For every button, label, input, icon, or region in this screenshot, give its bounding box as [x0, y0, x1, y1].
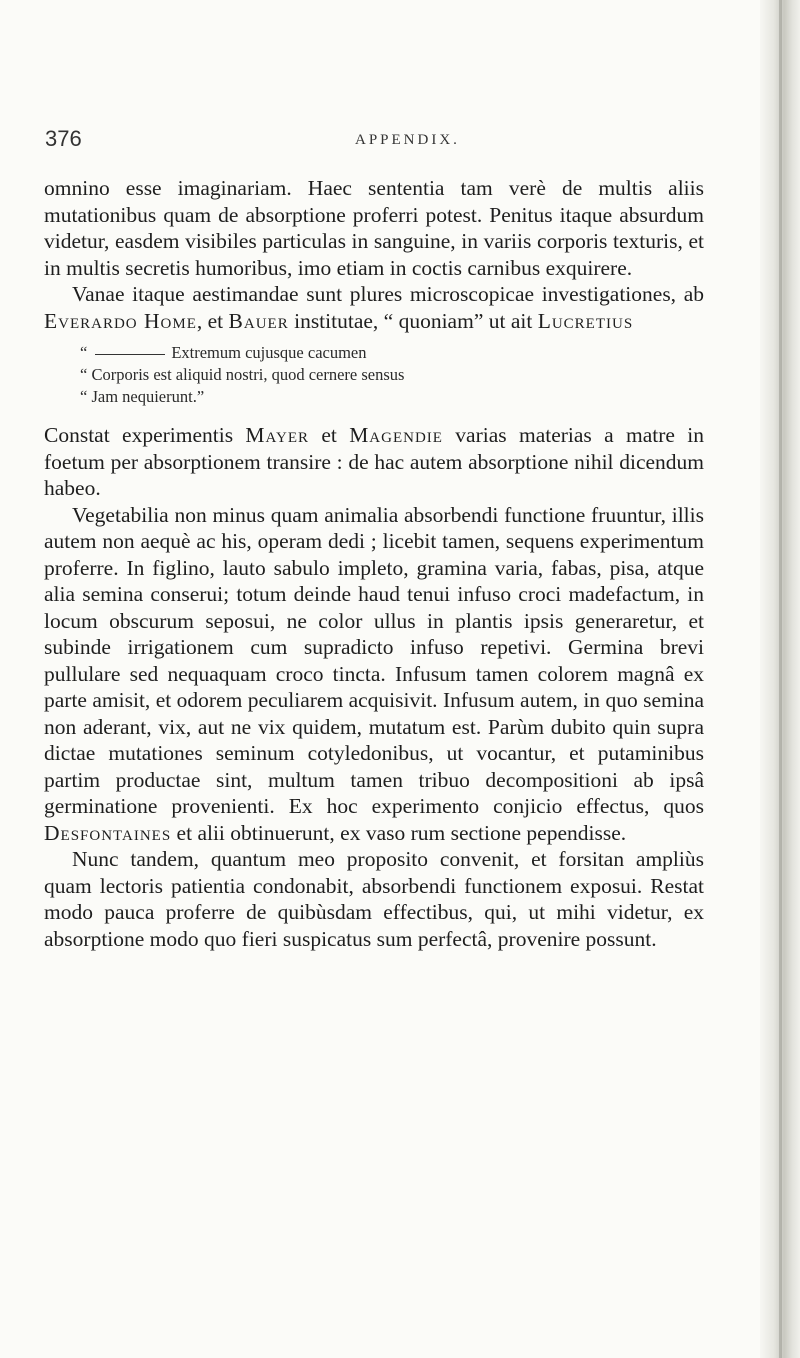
paragraph-3	[44, 422, 704, 502]
author-name-magendie: Magendie	[349, 423, 443, 447]
author-name-bauer: Bauer	[228, 308, 289, 333]
page-header	[45, 126, 705, 156]
verse-line-3: “ Jam nequierunt.”	[80, 387, 205, 406]
verse-line-2: “ Corporis est aliquid nostri, quod cernere sensus	[80, 365, 405, 384]
author-name-lucretius: Lucretius	[537, 308, 634, 333]
paragraph-3-text-a: Constat experimentis	[44, 423, 246, 447]
gutter-line	[779, 0, 782, 1358]
verse-line-1-text: Extremum cujusque cacumen	[171, 343, 367, 362]
verse-open-quote: “	[80, 343, 88, 362]
verse-line-1	[80, 342, 704, 364]
verse-dash	[95, 354, 165, 355]
paragraph-1: omnino esse imaginariam. Haec sententia tam verè de multis aliis mutationibus quam de absorptione proferri potest. Penitus itaque absurdum videtur, easdem visibiles particulas in sanguine, in variis corporis texturis, et in multis secretis humoribus, imo etiam in coctis carnibus exquirere.	[44, 176, 704, 280]
author-name-mayer: Mayer	[245, 423, 309, 447]
paragraph-2-text-b: , et	[196, 308, 229, 333]
running-head: APPENDIX.	[355, 132, 460, 148]
body-text	[44, 175, 704, 952]
paragraph-4-text-b: et alii obtinuerunt, ex vaso rum sectione pependisse.	[171, 820, 627, 845]
page-number: 376	[45, 126, 82, 151]
author-name-desfontaines: Desfontaines	[44, 820, 172, 845]
paragraph-2-text-c: institutae, “ quoniam” ut ait	[288, 308, 538, 333]
paragraph-2	[44, 281, 704, 334]
quoted-verse	[80, 342, 704, 408]
paragraph-4-text-a: Vegetabilia non minus quam animalia absorbendi functione fruuntur, illis autem non aequè ac his, operam dedi ; licebit tamen, sequens experimentum proferre. In figlino, lauto sabulo impleto, gramina varia, fabas, pisa, atque alia semina conserui; totum deinde haud tenui infuso croci madefactum, in locum obscurum seposui, ne color ullus in plantis ipsis generaretur, et subinde irrigationem cum supradicto infuso repetivi. Germina brevi pullulare sed nequaquam croco tincta. Infusum tamen colorem magnâ ex parte amisit, et odorem peculiarem acquisivit. Infusum autem, in quo semina non aderant, vix, aut ne vix quidem, mutatum est. Parùm dubito quin supra dictae mutationes seminum cotyledonibus, ut vocantur, et putaminibus partim productae sint, multum tamen tribuo decompositioni ab ipsâ germinatione provenienti. Ex hoc experimento conjicio effectus, quos	[44, 502, 704, 818]
paragraph-2-text-a: Vanae itaque aestimandae sunt plures microscopicae investigationes, ab	[72, 282, 704, 306]
paragraph-4	[44, 502, 704, 847]
paragraph-3-text-b: et	[309, 423, 350, 447]
author-name-home: Everardo Home	[44, 308, 197, 333]
paragraph-5: Nunc tandem, quantum meo proposito convenit, et forsitan ampliùs quam lectoris patientia condonabit, absorbendi functionem exposui. Restat modo pauca proferre de quibùsdam effectibus, qui, ut mihi videtur, ex absorptione modo quo fieri suspicatus sum perfectâ, provenire possunt.	[44, 847, 704, 951]
paragraph-3-text-c: varias materias a matre in foetum per absorptionem transire : de hac autem absorptione nihil dicendum habeo.	[44, 423, 704, 500]
